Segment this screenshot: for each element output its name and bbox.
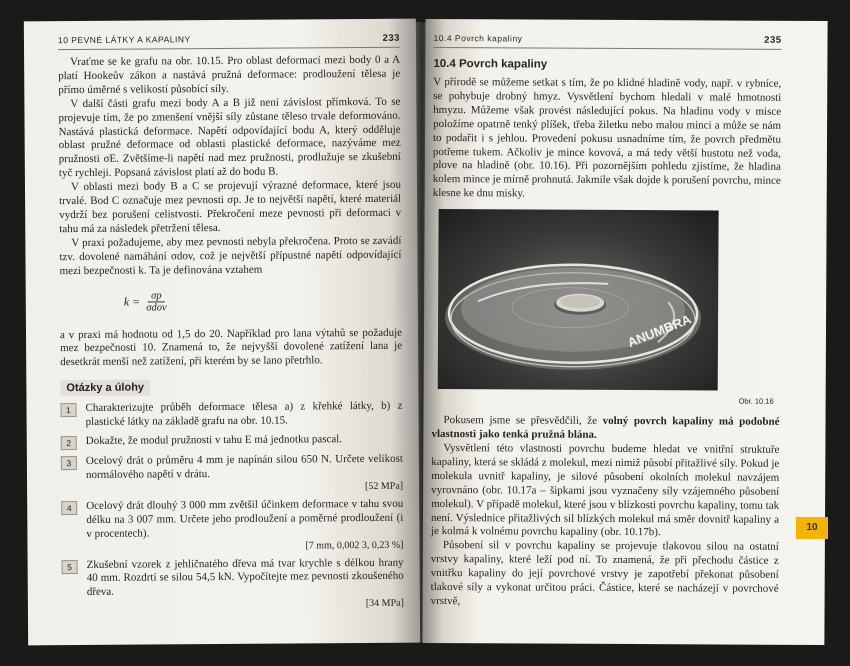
paragraph: V přírodě se můžeme setkat s tím, že po klidné hladině vody, např. v rybníce, se pohybuje drobný hmyz. Vysvětlení bychom hledali v malé hmotnosti hmyzu. Můžeme však provést následující pokus. Na hladinu vody v misce položíme opatrně tenký plíšek, třeba žiletku nebo malou minci a může se nám to podařit i s jehlou. Provedení pokusu usnadníme tím, že povrch předmětu potřeme tukem. Ačkoliv je mince kovová, a má tedy větší hustotu než voda, plove na hladině (obr. 10.16). Při pozornějším pohledu zjistíme, že hladina kolem mince je mírně prohnutá. Jakmile však dojde k porušení povrchu, mince klesne ke dnu misky. [432,75,782,200]
task-number: 3 [61,456,77,470]
left-page [24,19,420,646]
paragraph: V oblasti mezi body B a C se projevují výrazné deformace, které jsou trvalé. Bod C označuje mez pevnosti σp. Je to největší napětí, které materiál vydrží bez porušení celistvosti. Překročení meze pevnosti při deformaci v tahu má za následek přetržení tělesa. [59,178,402,236]
task-answer: [7 mm, 0,002 3, 0,23 %] [305,539,404,551]
task-answer: [34 MPa] [365,598,404,610]
task-text: Ocelový drát dlouhý 3 000 mm zvětšil účinkem deformace v tahu svou délku na 3 007 mm. Určete jeho prodloužení a poměrné prodloužení (i v procentech). [86,497,404,540]
paragraph: V praxi požadujeme, aby mez pevnosti nebyla překročena. Proto se zavádí tzv. dovolené namáhání σdov, což je největší přípustné napětí odpovídající mezi bezpečnosti k. Ta je definována vztahem [59,234,402,277]
paragraph [431,414,779,444]
dish-brand-label: ANUMBRA [625,311,694,351]
task-text: Zkušební vzorek z jehličnatého dřeva má tvar krychle s délkou hrany 40 mm. Rozdrtí se silou 54,5 kN. Vypočítejte mez pevnosti zkoušeného dřeva. [86,556,404,599]
task-item [62,556,404,612]
safety-factor-formula [124,286,402,316]
formula-lhs: k = [123,294,141,309]
task-body [86,433,342,450]
formula-denominator: σdov [146,302,167,314]
left-page-number: 233 [382,32,400,44]
key-statement: volný povrch kapaliny má podobné vlastnosti jako tenká pružná blána. [431,415,780,441]
section-title: 10.4 Povrch kapaliny [433,57,548,71]
right-page-number: 235 [764,34,782,46]
task-item [61,433,403,450]
paragraph: Působení sil v povrchu kapaliny se projevuje tlakovou silou na ostatní vrstvy kapaliny, které leží pod ní. To znamená, že při přechodu částice z vnitřku kapaliny do její povrchové vrstvy je zapotřebí překonat působení tlakové síly a vykonat určitou práci. Částice, které se nacházejí v povrchové vrstvě, [430,539,779,608]
task-answer: [52 MPa] [364,480,404,492]
left-running-head-title: 10 PEVNÉ LÁTKY A KAPALINY [57,34,191,46]
task-number: 5 [62,560,78,574]
paragraph: Vraťme se ke grafu na obr. 10.15. Pro oblast deformací mezi body 0 a A platí Hookeův zákon a nastává pružná deformace: prodloužení tělesa je přímo úměrné s velikostí působící síly. [58,53,401,96]
questions-title: Otázky a úlohy [60,380,150,397]
task-item [61,453,403,495]
petri-dish-photo [438,209,719,390]
task-number: 1 [60,403,76,417]
paragraph: a v praxi má hodnotu od 1,5 do 20. Například pro lana výtahů se požaduje mez bezpečnosti 10. Znamená to, že nejvyšší dovolené zatížení lana je desetkrát menší než zatížení, při kterém by se lano přetrhlo. [59,326,403,369]
task-item [61,498,403,554]
right-page [422,19,827,645]
task-text: Ocelový drát o průměru 4 mm je napínán silou 650 N. Určete velikost normálového napětí v drátu. [85,452,403,481]
task-body [86,498,403,554]
formula-fraction [146,290,167,313]
right-running-head [433,33,781,50]
paragraph: V další části grafu mezi body A a B již není závislost přímková. To se projevuje tím, že po zmenšení vnější síly zůstane těleso trvale deformováno. Nastává plastická deformace. Napětí odpovídající bodu A, který odděluje oblast pružné deformace od oblasti plastické deformace, nazýváme mez pružnosti σE. Zvětšíme-li napětí nad mez pružnosti, prodlužuje se zkušební tyč rychleji. Popsaná závislost platí až do bodu B. [58,95,401,180]
task-body [87,556,404,612]
task-body [86,453,403,495]
figure-caption: Obr. 10.16 [738,396,774,406]
chapter-tab: 10 [796,517,828,539]
left-running-head [58,33,400,50]
task-body [85,400,402,430]
task-text: Dokažte, že modul pružnosti v tahu E má jednotku pascal. [85,433,343,447]
task-number: 4 [61,501,77,515]
formula-numerator: σp [148,290,165,302]
para-lead: Pokusem jsme se přesvědčili, že [443,414,603,428]
task-text: Charakterizujte průběh deformace tělesa a) z křehké látky, b) z plastické látky na základě grafu na obr. 10.15. [85,399,403,429]
task-number: 2 [61,436,77,450]
petri-dish-illustration [438,209,719,390]
paragraph: Vysvětlení této vlastnosti povrchu budeme hledat ve vnitřní struktuře kapaliny, která se skládá z molekul, mezi nimiž působí přitažlivé síly. Pokud je molekula uvnitř kapaliny, je silové působení okolních molekul navzájem vyrovnáno (obr. 10.17a – šipkami jsou vyznačeny síly vzájemného působení molekul). V případě molekul, které jsou v blízkosti povrchu kapaliny, tomu tak není. Výslednice přitažlivých sil blízkých molekul má směr dovnitř kapaliny a je kolmá k volnému povrchu kapaliny (obr. 10.17b). [430,442,780,539]
task-item [60,400,402,430]
right-running-head-title: 10.4 Povrch kapaliny [433,32,523,44]
